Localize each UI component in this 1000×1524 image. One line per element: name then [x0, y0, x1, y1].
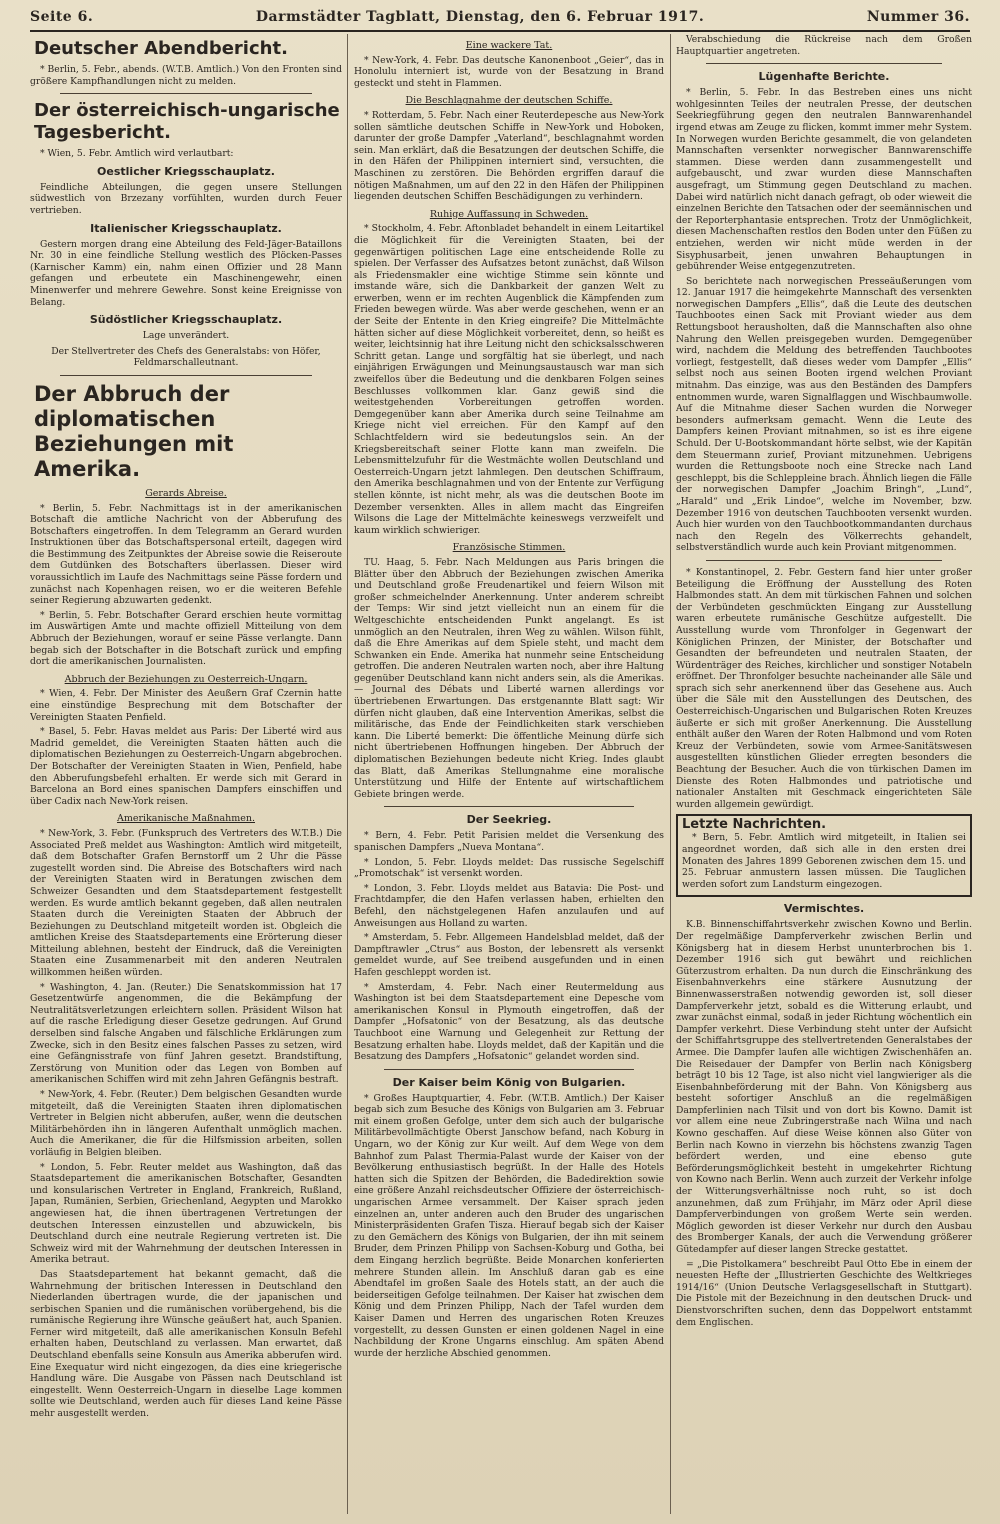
article-text: * Amsterdam, 4. Febr. Nach einer Reutermeldung aus Washington ist bei dem Staatsdepartement eine Depesche vom amerikanischen Konsul in Plymouth eingetroffen, daß der Dampfer „Hofsatonic“ von der Besatzung, als das deutsche Tauchboot eine Warnung und Gelegenheit zur Rettung der Besatzung erhalten habe. Lloyds meldet, daß der Kapitän und die Besatzung des Dampfers „Hofsatonic“ gelandet worden sind.	[354, 981, 664, 1063]
subhead-franzoesisch: Französische Stimmen.	[452, 542, 566, 554]
article-text: * Bern, 5. Febr. Amtlich wird mitgeteilt, in Italien sei angeordnet worden, daß sich alle in den ersten drei Monaten des Jahres 1899 Geborenen zwischen dem 15. und 25. Februar anmustern lassen müssen. Die Tauglichen werden sofort zum Landsturm eingezogen.	[682, 832, 966, 890]
subhead-schweden: Ruhige Auffassung in Schweden.	[429, 208, 589, 220]
article-text: * Berlin, 5. Febr. Botschafter Gerard erschien heute vormittag im Auswärtigen Amte und machte offiziell Mitteilung von dem Abbruch der Beziehungen, worauf er seine Pässe verlangte. Dann begab sich der Botschafter in die Botschaft zurück und empfing dort die amerikanischen Journalisten.	[30, 609, 342, 668]
article-text: * Stockholm, 4. Febr. Aftonbladet behandelt in einem Leitartikel die Möglichkeit für die Vereinigten Staaten, bei der gegenwärtigen politischen Lage eine entscheidende Rolle zu spielen. Der Verfasser des Aufsatzes betont zunächst, daß Wilson als Friedensmakler eine wichtige Stimme sein könnte und imstande wäre, sich die Dankbarkeit der ganzen Welt zu erwerben, wenn er im rechten Augenblick die Kämpfenden zum Frieden bewegen würde. Was aber werde geschehen, wenn er an der Seite der Entente in den Krieg eingreife? Die Mittelmächte hätten sicher auf diese Möglichkeit vorbereitet, denn, so heißt es weiter, leichtsinnig hat ihre Leitung nicht den schicksalsschweren Schritt getan. Lange und sorgfältig hat sie überlegt, und nach einjährigen Erwägungen und Meinungsaustausch war man sich zweifellos über die Bedeutung und die denkbaren Folgen seines Beschlusses vollkommen klar. Ganz gewiß sind die weitestgehenden Vorbereitungen getroffen worden. Demgegenüber kann aber Amerika durch seine Teilnahme am Kriege nicht viel erreichen. Für den Kampf auf den Schlachtfeldern wird sie bedeutungslos sein. An der Kriegsbereitschaft seiner Flotte kann man zweifeln. Die Lebensmittelzufuhr für die Westmächte wollen Deutschland und Oesterreich-Ungarn jetzt lahmlegen. Den deutschen Schiffraum, den Amerika beschlagnahmen und von der Entente zur Verfügung stellen könnte, ist nicht mehr, als was die deutschen Boote im Dezember versenkten. Alles in allem macht das Eingreifen Wilsons die Lage der Mittelmächte keineswegs verzweifelt und kaum wirklich schwieriger.	[354, 223, 664, 536]
article-text: * Berlin, 5. Febr., abends. (W.T.B. Amtlich.) Von den Fronten sind größere Kampfhandlungen nicht zu melden.	[30, 64, 342, 87]
page-number: Seite 6.	[30, 9, 94, 25]
article-text: * Berlin, 5. Febr. Nachmittags ist in der amerikanischen Botschaft die amtliche Nachricht von der Abberufung des Botschafters eingetroffen. In dem Telegramm an Gerard wurden Instruktionen über das Botschaftspersonal erteilt, dagegen wird die Bestimmung des Zeitpunktes der Abreise sowie die Reiseroute dem Gutdünken des Botschafters überlassen. Dieser wird voraussichtlich im Laufe des Nachmittags seine Pässe fordern und zunächst nach Kopenhagen reisen, wo er die weiteren Befehle seiner Regierung abzuwarten gedenkt.	[30, 502, 342, 607]
divider	[384, 1069, 634, 1070]
divider	[60, 375, 312, 376]
subhead-wacker: Eine wackere Tat.	[465, 40, 553, 51]
article-text: * London, 5. Febr. Reuter meldet aus Washington, daß das Staatsdepartement die amerikanischen Botschafter, Gesandten und konsularischen Vertreter in England, Frankreich, Rußland, Japan, Rumänien, Serbien, Griechenland, Aegypten und Marokko angewiesen hat, die ihnen übertragenen Vertretungen der deutschen Interessen einzustellen und abzuwickeln, bis Deutschland durch eine neutrale Regierung vertreten ist. Die Schweiz wird mit der Wahrnehmung der deutschen Interessen in Amerika betraut.	[30, 1161, 342, 1266]
subhead-massnahmen: Amerikanische Maßnahmen.	[116, 813, 255, 825]
subhead-kaiser: Der Kaiser beim König von Bulgarien.	[392, 1075, 626, 1089]
article-text: * Wien, 4. Febr. Der Minister des Aeußern Graf Czernin hatte eine einstündige Besprechung mit dem Botschafter der Vereinigten Staaten Penfield.	[30, 688, 342, 723]
issue-number: Nummer 36.	[866, 9, 970, 25]
article-text: * New-York, 4. Febr. (Reuter.) Dem belgischen Gesandten wurde mitgeteilt, daß die Vereinigten Staaten ihren diplomatischen Vertreter in Belgien nicht abberufen, außer, wenn die deutschen Militärbehörden ihn in längeren Aufenthalt unmöglich machen. Auch die Amerikaner, die für die Hilfsmission arbeiten, sollen vorläufig in Belgien bleiben.	[30, 1089, 342, 1158]
article-text: * London, 3. Febr. Lloyds meldet aus Batavia: Die Post- und Frachtdampfer, die den Hafen verlassen haben, erhielten den Befehl, den nächstgelegenen Hafen anzulaufen und auf Anweisungen aus Holland zu warten.	[354, 882, 664, 929]
newspaper-title-date: Darmstädter Tagblatt, Dienstag, den 6. Februar 1917.	[255, 9, 705, 25]
article-text: * Großes Hauptquartier, 4. Febr. (W.T.B. Amtlich.) Der Kaiser begab sich zum Besuche des Königs von Bulgarien am 3. Februar mit einem großen Gefolge, unter dem sich auch der bulgarische Militärbevollmächtigte Oberst Janschow befand, nach Koburg in Ungarn, wo der König zur Kur weilt. Auf dem Wege von dem Bahnhof zum Palast Thermia-Palast wurde der Kaiser von der Bevölkerung enthusiastisch begrüßt. In der Halle des Hotels hatten sich die Spitzen der Behörden, die Badedirektion sowie eine größere Anzahl reichsdeutscher Offiziere der österreichisch-ungarischen Armee versammelt. Der Kaiser sprach jeden einzelnen an, unter anderen auch den Bruder des ungarischen Ministerpräsidenten Grafen Tisza. Hierauf begab sich der Kaiser zu den Gemächern des Königs von Bulgarien, der ihn mit seinem Bruder, dem Prinzen Philipp von Sachsen-Koburg und Gotha, bei dem Eingang herzlich begrüßte. Beide Monarchen konferierten mehrere Stunden allein. Im Anschluß daran gab es eine Abendtafel im großen Saale des Hotels statt, an der auch die beiderseitigen Gefolge teilnahmen. Der Kaiser hat zwischen dem König und dem Prinzen Philipp, Nach der Tafel wurden dem Kaiser Damen und Herren des ungarischen Roten Kreuzes vorgestellt, zu dessen Gunsten er einen goldenen Nagel in eine Nachbildung der Krone Ungarns einschlug. Am späten Abend wurde der herzliche Abschied genommen.	[354, 1092, 664, 1359]
subhead-letzte: Letzte Nachrichten.	[682, 817, 827, 833]
headline-abendbericht: Deutscher Abendbericht.	[34, 38, 288, 59]
divider	[706, 63, 942, 64]
headline-abbruch: Der Abbruch der diplomatischen Beziehungen mit Amerika.	[34, 381, 234, 481]
article-text: = „Die Pistolkamera“ beschreibt Paul Otto Ebe in einem der neuesten Hefte der „Illustrierten Geschichte des Weltkrieges 1914/16“ (Union Deutsche Verlagsgesellschaft in Stuttgart). Die Pistole mit der Bezeichnung in den deutschen Druck- und Dienstvorschriften suchen, denn das Doppelwort entstammt dem Englischen.	[676, 1258, 972, 1328]
article-text: Feindliche Abteilungen, die gegen unsere Stellungen südwestlich von Brzezany vorfühlten, wurden durch Feuer vertrieben.	[30, 181, 342, 216]
article-text: * Washington, 4. Jan. (Reuter.) Die Senatskommission hat 17 Gesetzentwürfe angenommen, die die Bekämpfung der Neutralitätsverletzungen erleichtern sollen. Präsident Wilson hat auf die rasche Erledigung dieser Gesetze gedrungen. Auf Grund derselben sind falsche Angaben und fälschliche Erklärungen zum Zwecke, sich in den Besitz eines falschen Passes zu setzen, wird eine Gefängnisstrafe von fünf Jahren gesetzt. Brandstiftung, Zerstörung von Munition oder das Legen von Bomben auf amerikanischen Schiffen wird mit zehn Jahren Gefängnis bestraft.	[30, 981, 342, 1086]
headline-oesterreich-bericht: Der österreichisch-ungarische Tagesbericht.	[34, 100, 340, 144]
masthead	[30, 6, 970, 28]
article-text: * Amsterdam, 5. Febr. Allgemeen Handelsblad meldet, daß der Dampftrawler „Ctrus“ aus Boston, der lebensrett als versenkt gemeldet wurde, auf See treibend ausgefunden und in einen Hafen geschleppt worden ist.	[354, 932, 664, 978]
subhead-seekrieg: Der Seekrieg.	[466, 813, 552, 827]
article-text: * New-York, 4. Febr. Das deutsche Kanonenboot „Geier“, das in Honolulu interniert ist, wurde von der Besatzung in Brand gesteckt und steht in Flammen.	[354, 54, 664, 89]
article-text: * Basel, 5. Febr. Havas meldet aus Paris: Der Liberté wird aus Madrid gemeldet, die Vereinigten Staaten hätten auch die diplomatischen Beziehungen zu Oesterreich-Ungarn abgebrochen. Der Botschafter der Vereinigten Staaten in Wien, Penfield, habe den Abberufungsbefehl erhalten. Er werde sich mit Gerard in Barcelona an Bord eines spanischen Dampfers einschiffen und über Cadix nach New-York reisen.	[30, 726, 342, 807]
article-text: K.B. Binnenschiffahrtsverkehr zwischen Kowno und Berlin. Der regelmäßige Dampferverkehr zwischen Berlin und Königsberg hat in diesem Herbst ununterbrochen bis 1. Dezember 1916 sich gut bewährt und reichlichen Güterzustrom erhalten. Da nun durch die Einschränkung des Eisenbahnverkehrs eine stärkere Ausnutzung der Binnenwasserstraßen notwendig geworden ist, soll dieser Dampferverkehr jetzt, sobald es die Witterung erlaubt, und zwar zunächst einmal, sodaß in jeder Richtung wöchentlich ein Dampfer verkehrt. Diese Verbindung steht unter der Aufsicht der Schiffahrtsgruppe des stellvertretenden Generalstabes der Armee. Die Dampfer laufen alle wichtigen Zwischenhäfen an. Die Reisedauer der Dampfer von Berlin nach Königsberg beträgt 10 bis 12 Tage, ist also nicht viel langwieriger als die Eisenbahnbeförderung mit der Bahn. Von Königsberg aus besteht sofortiger Anschluß an die regelmäßigen Dampferlinien nach Tilsit und von dort bis Kowno. Damit ist vor allem eine neue Zubringerstraße nach Wilna und nach Kowno geschaffen. Auf diese Weise können also Güter von Berlin nach Kowno in vierzehn bis höchstens zwanzig Tagen befördert werden, und eine ebenso gute Beförderungsmöglichkeit besteht in umgekehrter Richtung von Kowno nach Berlin. Wenn auch zurzeit der Verkehr infolge der Witterungsverhältnisse noch ruht, so ist doch anzunehmen, daß zum Frühjahr, im März oder April diese Dampferverbindungen von großem Werte sein werden. Möglich geworden ist dieser Verkehr nur durch den Ausbau des Bromberger Kanals, der auch die Verwendung größerer Gütedampfer auf dieser langen Strecke gestattet.	[676, 919, 972, 1255]
divider	[706, 560, 942, 561]
subhead-ost: Oestlicher Kriegsschauplatz.	[97, 164, 275, 178]
divider	[384, 806, 634, 807]
article-text: * New-York, 3. Febr. (Funkspruch des Vertreters des W.T.B.) Die Associated Preß meldet aus Washington: Amtlich wird mitgeteilt, daß dem Botschafter Grafen Bernstorff um 2 Uhr die Pässe zugestellt worden sind. Die Abreise des Botschafters wird nach der Vereinigten Staaten wird in Beratungen zwischen dem Schweizer Gesandten und dem Staatsdepartement festgestellt werden. Es wurde amtlich bekannt gegeben, daß allen neutralen Staaten durch die Vereinigten Staaten der Abbruch der Beziehungen zu Deutschland mitgeteilt worden ist. Obgleich die amtlichen Kreise des Staatsdepartements eine Erörterung dieser Mitteilung ablehnen, besteht der Eindruck, daß die Vereinigten Staaten eine Zusammenarbeit mit den anderen Neutralen willkommen heißen würden.	[30, 827, 342, 979]
article-text: Das Staatsdepartement hat bekannt gemacht, daß die Wahrnehmung der britischen Interessen in Deutschland den Niederlanden übertragen wurde, die der japanischen und serbischen Spanien und die rumänischen vorübergehend, bis die rumänische Regierung ihre Wünsche geäußert hat, auch Spanien. Ferner wird mitgeteilt, daß alle amerikanischen Konsuln Befehl erhalten haben, Deutschland zu verlassen. Man erwartet, daß Deutschland ebenfalls seine Konsuln aus Amerika abberufen wird. Eine Exequatur wird nicht eingezogen, da dies eine kriegerische Handlung wäre. Die Ausgabe von Pässen nach Deutschland ist eingestellt. Wenn Oesterreich-Ungarn in dieselbe Lage kommen sollte wie Deutschland, werden auch für dieses Land keine Pässe mehr ausgestellt werden.	[30, 1268, 342, 1420]
subhead-suedost: Südöstlicher Kriegsschauplatz.	[89, 313, 283, 327]
article-text: * Bern, 4. Febr. Petit Parisien meldet die Versenkung des spanischen Dampfers „Nueva Montana“.	[354, 830, 664, 853]
subhead-beschlagnahme: Die Beschlagnahme der deutschen Schiffe.	[405, 95, 613, 107]
masthead-rule	[30, 30, 970, 32]
article-text: * Wien, 5. Febr. Amtlich wird verlautbart:	[40, 148, 234, 160]
article-text: * Konstantinopel, 2. Febr. Gestern fand hier unter großer Beteiligung die Eröffnung der Ausstellung des Roten Halbmondes statt. An dem mit türkischen Fahnen und solchen der Verbündeten geschmückten Eingang zur Ausstellung waren erbeutete rumänische Geschütze aufgestellt. Die Ausstellung wurde vom Thronfolger in Gegenwart der Königlichen Prinzen, der Minister, der Botschafter und Gesandten der befreundeten und neutralen Staaten, der Würdenträger des Reiches, kirchlicher und sonstiger Notabeln eröffnet. Der Thronfolger besuchte nacheinander alle Säle und sprach sich sehr anerkennend über das Gesehene aus. Auch über die Säle mit den Ausstellungen des Deutschen, des Oesterreichisch-Ungarischen und Bulgarischen Roten Kreuzes äußerte er sich mit großer Anerkennung. Die Ausstellung enthält außer den Waren der Roten Halbmond und vom Roten Kreuz der Verbündeten, sowie vom Armee-Sanitätswesen ausgestellten künstlichen Glieder erregten besonders die Beachtung der Besucher. Auch die von türkischen Damen im Dienste des Roten Halbmondes und patriotische und nationaler Anstalten mit Geschmack eingerichteten Säle wurden allgemein gewürdigt.	[676, 566, 972, 810]
column-3	[676, 34, 972, 1516]
article-text: TU. Haag, 5. Febr. Nach Meldungen aus Paris bringen die Blätter über den Abbruch der Beziehungen zwischen Amerika und Deutschland große Freudenartikel und feiern Wilson mit großer schmeichelnder Anerkennung. Unter anderem schreibt der Temps: Wir sind jetzt vielleicht nun an einem für die Weltgeschichte entscheidenden Punkt angelangt. Es ist unmöglich an den Neutralen, ihren Weg zu wählen. Wilson fühlt, daß die Ehre Amerikas auf dem Spiele steht, und macht dem Schwanken ein Ende. Amerika hat nunmehr seine Entscheidung getroffen. Die anderen Neutralen warten noch, aber ihre Haltung gegenüber Deutschland kann nicht anders sein, als die Amerikas. — Journal des Débats und Liberté warnen allerdings vor übertriebenen Erwartungen. Das erstgenannte Blatt sagt: Wir dürfen nicht glauben, daß eine Intervention Amerikas, selbst die militärische, das Ende der Feindlichkeiten stark verschieben kann. Die Liberté bemerkt: Die öffentliche Meinung dürfe sich nicht übertriebenen Hoffnungen hingeben. Der Abbruch der diplomatischen Beziehungen bedeute nicht Krieg. Indes glaubt das Blatt, daß Amerikas Stellungnahme eine moralische Unterstützung und Hilfe der Entente auf wirtschaftlichem Gebiete bringen werde.	[354, 556, 664, 800]
article-text: So berichtete nach norwegischen Presseäußerungen vom 12. Januar 1917 die heimgekehrte Mannschaft des versenkten norwegischen Dampfers „Ellis“, daß die Leute des deutschen Tauchbootes einen Sack mit Proviant wieder aus dem Rettungsboot herausholten, daß die Mannschaften also ohne Nahrung den Wellen preisgegeben wurden. Demgegenüber wird, nachdem die Meldung des betreffenden Tauchbootes vorliegt, festgestellt, daß dieses weder vom Dampfer „Ellis“ selbst noch aus seinen Booten irgend welchen Proviant mitnahm. Das einzige, was aus den Beständen des Dampfers entnommen wurde, waren Signalflaggen und Wischbaumwolle. Auf die Mitnahme dieser Sachen wurden die Norweger besonders aufmerksam gemacht. Wenn die Leute des Dampfers keinen Proviant mitnahmen, so ist es ihre eigene Schuld. Der U-Bootskommandant hörte selbst, wie der Kapitän dem Steuermann zurief, Proviant mitzunehmen. Uebrigens wurden die Rettungsboote noch eine Strecke nach Land geschleppt, bis die Schleppleine brach. Ähnlich liegen die Fälle der norwegischen Dampfer „Joachim Bringh“, „Lund“, „Harald“ und „Erik Lindoe“, welche im November, bzw. Dezember 1916 von deutschen Tauchbooten versenkt wurden. Auch hier wurden von den Tauchbootkommandanten durchaus nach den Regeln des Völkerrechts gehandelt, selbstverständlich wurde auch kein Proviant mitgenommen.	[676, 275, 972, 554]
column-2	[354, 34, 664, 1516]
column-1	[30, 34, 342, 1516]
article-text: Verabschiedung die Rückreise nach dem Großen Hauptquartier angetreten.	[676, 34, 972, 57]
column-divider	[670, 34, 671, 1514]
subhead-vermischtes: Vermischtes.	[783, 902, 865, 916]
signature: Der Stellvertreter des Chefs des Generalstabs: von Höfer, Feldmarschalleutnant.	[51, 345, 321, 369]
divider	[60, 93, 312, 94]
letzte-nachrichten-box	[676, 814, 972, 897]
article-text: * Berlin, 5. Febr. In das Bestreben eines uns nicht wohlgesinnten Teiles der neutralen Presse, der deutschen Seekriegführung gegen den neutralen Bannwarenhandel irgend etwas am Zeuge zu flicken, kommt immer mehr System. In Norwegen wurden Berichte gesammelt, die von gelandeten Mannschaften versenkter norwegischer Bannwarenschiffe stammen. Diese werden dann zusammengestellt und aufgebauscht, und zwar wurden diese Mannschaften ausgefragt, um Stimmung gegen Deutschland zu machen. Dabei wird natürlich nicht danach gefragt, ob oder wieweit die einzelnen Berichte den Tatsachen oder der seemännischen und der Reporterphantasie entsprechen. Trotz der Unmöglichkeit, diesen Machenschaften restlos den Boden unter den Füßen zu entziehen, werden wir nicht müde werden in der Sisyphusarbeit, jenen unwahren Behauptungen in gebührender Weise entgegenzutreten.	[676, 87, 972, 273]
article-text: * Rotterdam, 5. Febr. Nach einer Reuterdepesche aus New-York sollen sämtliche deutschen Schiffe in New-York und Hoboken, darunter der große Dampfer „Vaterland“, beschlagnahmt worden sein. Man erklärt, daß die Besatzungen der deutschen Schiffe, die in den Häfen der Philippinen interniert sind, versuchten, die Maschinen zu zerstören. Die Behörden ergriffen darauf die nötigen Maßnahmen, um auf den 22 in den Häfen der Philippinen liegenden deutschen Schiffen Beschädigungen zu verhindern.	[354, 109, 664, 203]
subhead-luegen: Lügenhafte Berichte.	[758, 70, 890, 84]
article-text: Gestern morgen drang eine Abteilung des Feld-Jäger-Bataillons Nr. 30 in eine feindliche Stellung westlich des Plöcken-Passes (Karnischer Kamm) ein, nahm einen Offizier und 28 Mann gefangen und erbeutete ein Maschinengewehr, einen Minenwerfer und mehrere Gewehre. Sonst keine Ereignisse von Belang.	[30, 238, 342, 308]
article-text: Lage unverändert.	[142, 330, 230, 342]
subhead-italien: Italienischer Kriegsschauplatz.	[90, 221, 282, 235]
subhead-oesterreich: Abbruch der Beziehungen zu Oesterreich-Ungarn.	[64, 673, 308, 685]
article-text: * London, 5. Febr. Lloyds meldet: Das russische Segelschiff „Promotschak“ ist versenkt worden.	[354, 856, 664, 880]
column-divider	[347, 34, 348, 1514]
subhead-gerard: Gerards Abreise.	[145, 487, 227, 499]
